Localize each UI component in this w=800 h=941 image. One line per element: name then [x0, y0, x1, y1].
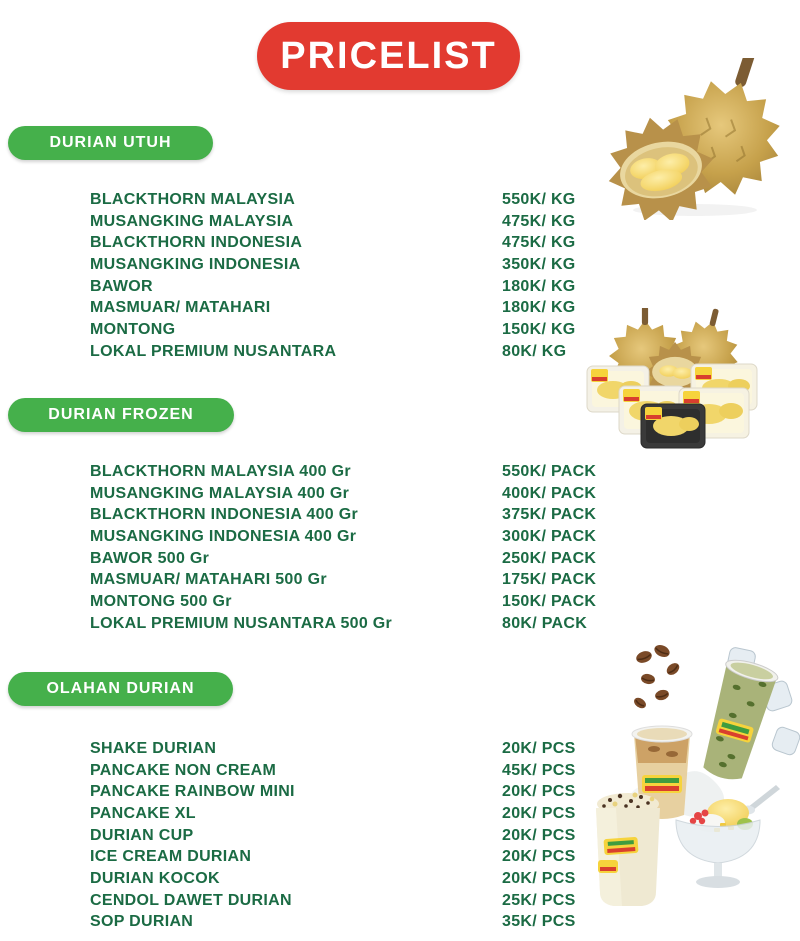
menu-item-row: [90, 548, 650, 570]
menu-item-row: [90, 591, 650, 613]
menu-item-row: [90, 254, 650, 276]
item-price: 20K/ PCS: [502, 869, 576, 887]
frozen-durian-packs-photo: [583, 308, 768, 450]
item-name: MUSANGKING INDONESIA 400 Gr: [90, 527, 357, 545]
menu-item-row: [90, 483, 650, 505]
item-name: BLACKTHORN INDONESIA 400 Gr: [90, 506, 358, 524]
item-price: 375K/ PACK: [502, 506, 597, 524]
item-price: 35K/ PCS: [502, 913, 576, 931]
durian-fruits-photo: [595, 58, 795, 220]
item-name: MONTONG: [90, 320, 176, 338]
menu-item-row: [90, 526, 650, 548]
item-price: 150K/ PACK: [502, 592, 597, 610]
item-price: 175K/ PACK: [502, 571, 597, 589]
item-name: LOKAL PREMIUM NUSANTARA 500 Gr: [90, 614, 393, 632]
menu-item-row: [90, 868, 650, 890]
menu-item-row: [90, 803, 650, 825]
item-price: 550K/ PACK: [502, 462, 597, 480]
durian-shake-cup: [596, 793, 660, 907]
item-name: MUSANGKING MALAYSIA 400 Gr: [90, 484, 350, 502]
menu-item-row: [90, 504, 650, 526]
item-price: 300K/ PACK: [502, 527, 597, 545]
item-price: 180K/ KG: [502, 277, 576, 295]
menu-item-row: [90, 319, 650, 341]
item-name: MUSANGKING MALAYSIA: [90, 212, 294, 230]
item-name: CENDOL DAWET DURIAN: [90, 891, 292, 909]
item-price: 150K/ KG: [502, 320, 576, 338]
page-title: PRICELIST: [280, 34, 497, 77]
item-price: 400K/ PACK: [502, 484, 597, 502]
item-name: MONTONG 500 Gr: [90, 592, 232, 610]
item-name: SOP DURIAN: [90, 913, 194, 931]
item-name: DURIAN KOCOK: [90, 869, 220, 887]
item-name: PANCAKE RAINBOW MINI: [90, 783, 295, 801]
menu-item-row: [90, 912, 650, 934]
section-header-olahan-durian: [8, 672, 233, 706]
item-price: 20K/ PCS: [502, 739, 576, 757]
menu-item-row: [90, 825, 650, 847]
item-name: PANCAKE NON CREAM: [90, 761, 277, 779]
coffee-beans: [632, 643, 681, 710]
durian-drinks-desserts-photo: [578, 643, 800, 941]
item-name: BLACKTHORN MALAYSIA 400 Gr: [90, 462, 351, 480]
menu-list-olahan-durian: [90, 738, 650, 933]
item-name: DURIAN CUP: [90, 826, 194, 844]
menu-item-row: [90, 276, 650, 298]
item-name: BAWOR 500 Gr: [90, 549, 210, 567]
section-header-durian-utuh: [8, 126, 213, 160]
item-name: BAWOR: [90, 277, 153, 295]
menu-item-row: [90, 211, 650, 233]
menu-list-durian-utuh: [90, 189, 650, 363]
menu-item-row: [90, 341, 650, 363]
menu-item-row: [90, 846, 650, 868]
item-price: 475K/ KG: [502, 234, 576, 252]
item-name: SHAKE DURIAN: [90, 739, 217, 757]
item-price: 20K/ PCS: [502, 783, 576, 801]
menu-list-durian-frozen: [90, 461, 650, 635]
menu-item-row: [90, 461, 650, 483]
item-name: MASMUAR/ MATAHARI 500 Gr: [90, 571, 327, 589]
item-name: MASMUAR/ MATAHARI: [90, 299, 271, 317]
menu-item-row: [90, 738, 650, 760]
menu-item-row: [90, 569, 650, 591]
durian-pack-tray-black: [641, 404, 705, 448]
item-price: 350K/ KG: [502, 255, 576, 273]
item-price: 250K/ PACK: [502, 549, 597, 567]
item-name: BLACKTHORN INDONESIA: [90, 234, 303, 252]
item-price: 25K/ PCS: [502, 891, 576, 909]
section-header-durian-frozen: [8, 398, 234, 432]
menu-item-row: [90, 781, 650, 803]
menu-item-row: [90, 613, 650, 635]
section-header-label: OLAHAN DURIAN: [46, 680, 195, 697]
menu-item-row: [90, 232, 650, 254]
item-price: 80K/ PACK: [502, 614, 588, 632]
item-price: 475K/ KG: [502, 212, 576, 230]
menu-item-row: [90, 760, 650, 782]
cendol-drink-cup: [695, 656, 780, 785]
menu-item-row: [90, 890, 650, 912]
section-header-label: DURIAN UTUH: [49, 134, 172, 151]
item-price: 180K/ KG: [502, 299, 576, 317]
item-price: 20K/ PCS: [502, 848, 576, 866]
item-name: BLACKTHORN MALAYSIA: [90, 190, 296, 208]
item-name: ICE CREAM DURIAN: [90, 848, 252, 866]
item-name: MUSANGKING INDONESIA: [90, 255, 301, 273]
menu-item-row: [90, 297, 650, 319]
item-price: 20K/ PCS: [502, 826, 576, 844]
pricelist-title-banner: [257, 22, 520, 90]
item-price: 20K/ PCS: [502, 804, 576, 822]
item-name: PANCAKE XL: [90, 804, 196, 822]
section-header-label: DURIAN FROZEN: [48, 406, 194, 423]
menu-item-row: [90, 189, 650, 211]
item-price: 550K/ KG: [502, 190, 576, 208]
item-price: 80K/ KG: [502, 342, 567, 360]
item-name: LOKAL PREMIUM NUSANTARA: [90, 342, 337, 360]
item-price: 45K/ PCS: [502, 761, 576, 779]
